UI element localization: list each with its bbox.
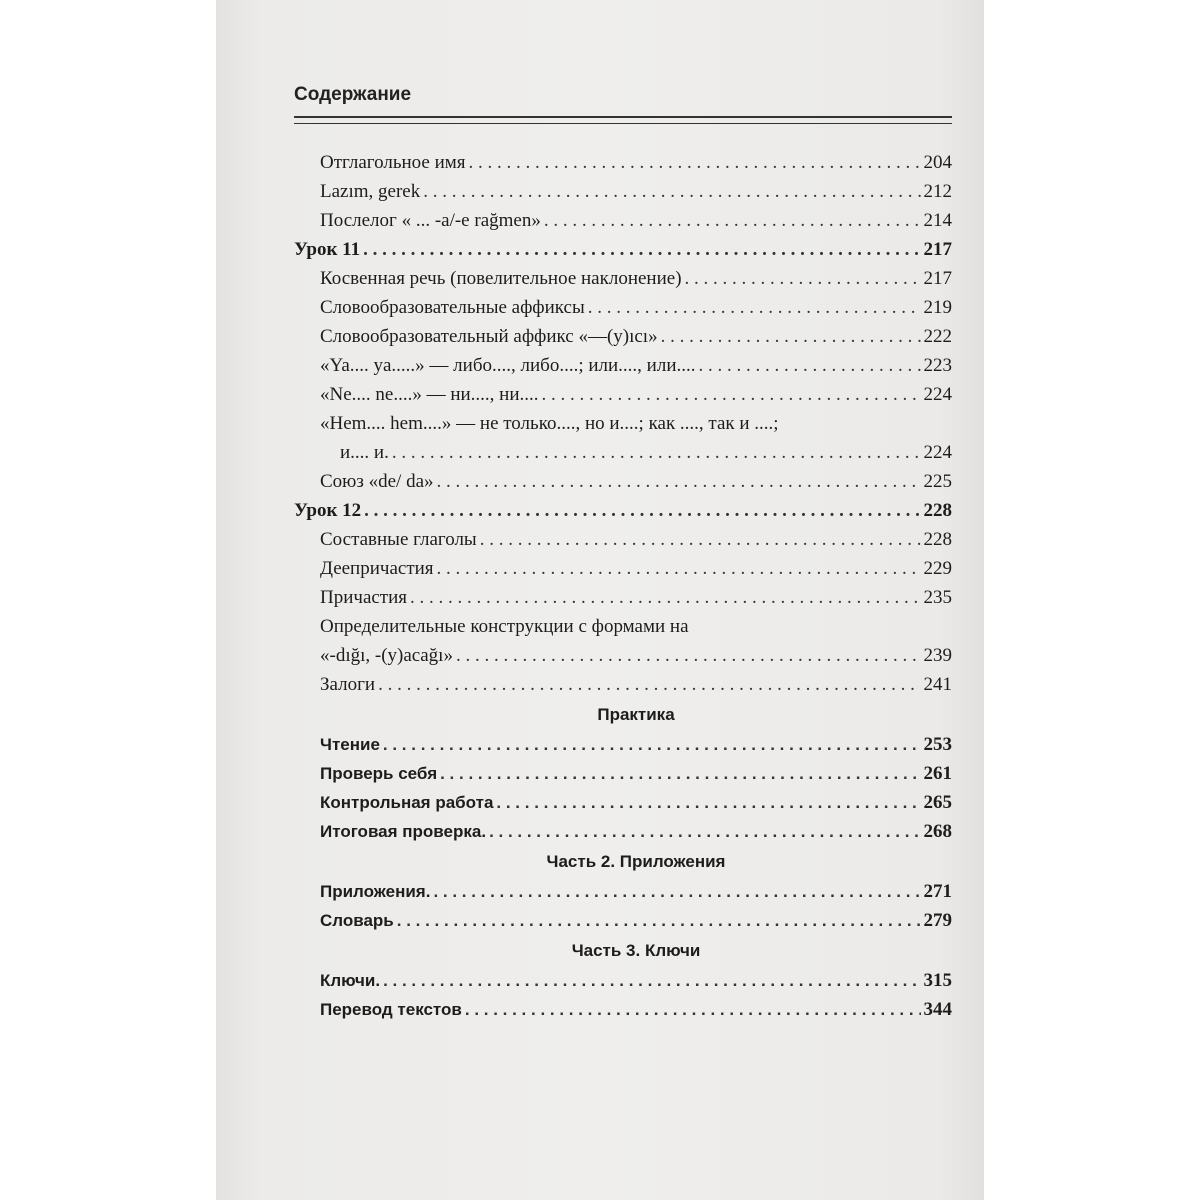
- toc-entry: [294, 906, 952, 935]
- dot-leader: [456, 641, 921, 670]
- toc-page-number: 253: [923, 734, 952, 755]
- toc-entry-line: [294, 409, 952, 438]
- dot-leader: [363, 235, 920, 264]
- toc-entry: [294, 293, 952, 322]
- toc-entry: [294, 322, 952, 351]
- page-header: [294, 82, 952, 124]
- toc-entry-title: Составные глаголы: [320, 529, 477, 550]
- toc-entry: [294, 966, 952, 995]
- dot-leader: [542, 380, 921, 409]
- toc-page-number: 271: [923, 881, 952, 902]
- section-heading: Часть 3. Ключи: [571, 941, 701, 960]
- toc-entry: [294, 670, 952, 699]
- toc-entry-title: Словообразовательный аффикс «—(y)ıcı»: [320, 326, 658, 347]
- toc-entry: [294, 380, 952, 409]
- toc-entry-title: Послелог « ... -a/-e rağmen»: [320, 210, 541, 231]
- dot-leader: [410, 583, 920, 612]
- toc-entry: [294, 995, 952, 1024]
- toc-page-number: 241: [923, 674, 952, 695]
- toc-page-number: 224: [923, 384, 952, 405]
- toc-entry: [294, 641, 952, 670]
- toc-entry-title: Ключи.: [320, 971, 381, 990]
- dot-leader: [437, 554, 921, 583]
- dot-leader: [469, 148, 921, 177]
- dot-leader: [423, 177, 920, 206]
- toc-entry-title: Косвенная речь (повелительное наклонение): [320, 268, 682, 289]
- dot-leader: [480, 525, 921, 554]
- dot-leader: [685, 264, 921, 293]
- toc-entry-title: «Ne.... ne....» — ни...., ни....: [320, 384, 539, 405]
- toc-entry-title: Контрольная работа: [320, 793, 494, 812]
- toc-page-number: 315: [923, 970, 952, 991]
- toc-entry: [294, 438, 952, 467]
- dot-leader: [397, 906, 921, 935]
- toc-lesson: [294, 235, 952, 264]
- dot-leader: [661, 322, 921, 351]
- toc-entry-title: Перевод текстов: [320, 1000, 462, 1019]
- toc-entry-title: Деепричастия: [320, 558, 434, 579]
- toc-entry-title: Проверь себя: [320, 764, 438, 783]
- toc-entry: [294, 148, 952, 177]
- toc-page-number: 222: [923, 326, 952, 347]
- toc-page-number: 344: [923, 999, 952, 1020]
- dot-leader: [392, 438, 921, 467]
- toc-entry: [294, 759, 952, 788]
- toc-entry: [294, 177, 952, 206]
- toc-page-number: 223: [923, 355, 952, 376]
- toc-entry-title: и.... и.: [340, 442, 389, 463]
- section-heading: Практика: [597, 705, 675, 724]
- section-heading: Часть 2. Приложения: [546, 852, 726, 871]
- toc-page-number: 225: [923, 471, 952, 492]
- toc-entry-line: [294, 612, 952, 641]
- toc-page-number: 224: [923, 442, 952, 463]
- toc-entry-title: Союз «de/ da»: [320, 471, 434, 492]
- dot-leader: [437, 467, 921, 496]
- table-of-contents: [294, 148, 952, 1024]
- toc-page-number: 265: [923, 792, 952, 813]
- toc-entry-title: Словообразовательные аффиксы: [320, 297, 585, 318]
- toc-entry: [294, 554, 952, 583]
- toc-entry: [294, 525, 952, 554]
- toc-entry-title: Словарь: [320, 911, 394, 930]
- toc-entry: [294, 351, 952, 380]
- toc-page-number: 261: [923, 763, 952, 784]
- toc-entry-title: Итоговая проверка.: [320, 822, 487, 841]
- toc-lesson-title: Урок 12: [294, 500, 362, 521]
- toc-page-number: 214: [923, 210, 952, 231]
- dot-leader: [544, 206, 921, 235]
- toc-entry: [294, 264, 952, 293]
- toc-lesson: [294, 496, 952, 525]
- toc-entry-title: Lazım, gerek: [320, 181, 421, 202]
- dot-leader: [383, 730, 921, 759]
- dot-leader: [588, 293, 921, 322]
- dot-leader: [496, 788, 920, 817]
- toc-entry: [294, 206, 952, 235]
- dot-leader: [433, 877, 920, 906]
- toc-page-number: 228: [923, 529, 952, 550]
- toc-entry: [294, 467, 952, 496]
- toc-entry: [294, 788, 952, 817]
- toc-page-number: 235: [923, 587, 952, 608]
- toc-entry: [294, 817, 952, 846]
- toc-entry-title: Определительные конструкции с формами на: [320, 616, 689, 637]
- toc-page-number: 217: [923, 268, 952, 289]
- toc-lesson-title: Урок 11: [294, 239, 361, 260]
- page-title: Содержание: [294, 84, 412, 105]
- toc-entry-title: Причастия: [320, 587, 408, 608]
- toc-page-number: 217: [923, 239, 952, 260]
- toc-entry: [294, 877, 952, 906]
- toc-entry-title: «Hem.... hem....» — не только...., но и....; как ...., так и ....;: [320, 413, 779, 434]
- toc-entry-title: Приложения.: [320, 882, 431, 901]
- toc-entry-title: «Ya.... ya.....» — либо...., либо....; или...., или....: [320, 355, 696, 376]
- toc-page-number: 279: [923, 910, 952, 931]
- header-rule: [294, 116, 952, 124]
- toc-entry-title: Чтение: [320, 735, 380, 754]
- toc-entry-title: Залоги: [320, 674, 376, 695]
- toc-entry: [294, 583, 952, 612]
- toc-page-number: 268: [923, 821, 952, 842]
- dot-leader: [383, 966, 920, 995]
- toc-entry-title: Отглагольное имя: [320, 152, 466, 173]
- toc-page-number: 212: [923, 181, 952, 202]
- dot-leader: [698, 351, 920, 380]
- toc-entry: [294, 730, 952, 759]
- toc-entry-title: «-dığı, -(y)acağı»: [320, 645, 453, 666]
- dot-leader: [364, 496, 920, 525]
- dot-leader: [378, 670, 920, 699]
- toc-page-number: 219: [923, 297, 952, 318]
- toc-page-number: 204: [923, 152, 952, 173]
- dot-leader: [440, 759, 920, 788]
- toc-page-number: 239: [923, 645, 952, 666]
- toc-page-number: 229: [923, 558, 952, 579]
- toc-page-number: 228: [923, 500, 952, 521]
- dot-leader: [489, 817, 920, 846]
- dot-leader: [465, 995, 921, 1024]
